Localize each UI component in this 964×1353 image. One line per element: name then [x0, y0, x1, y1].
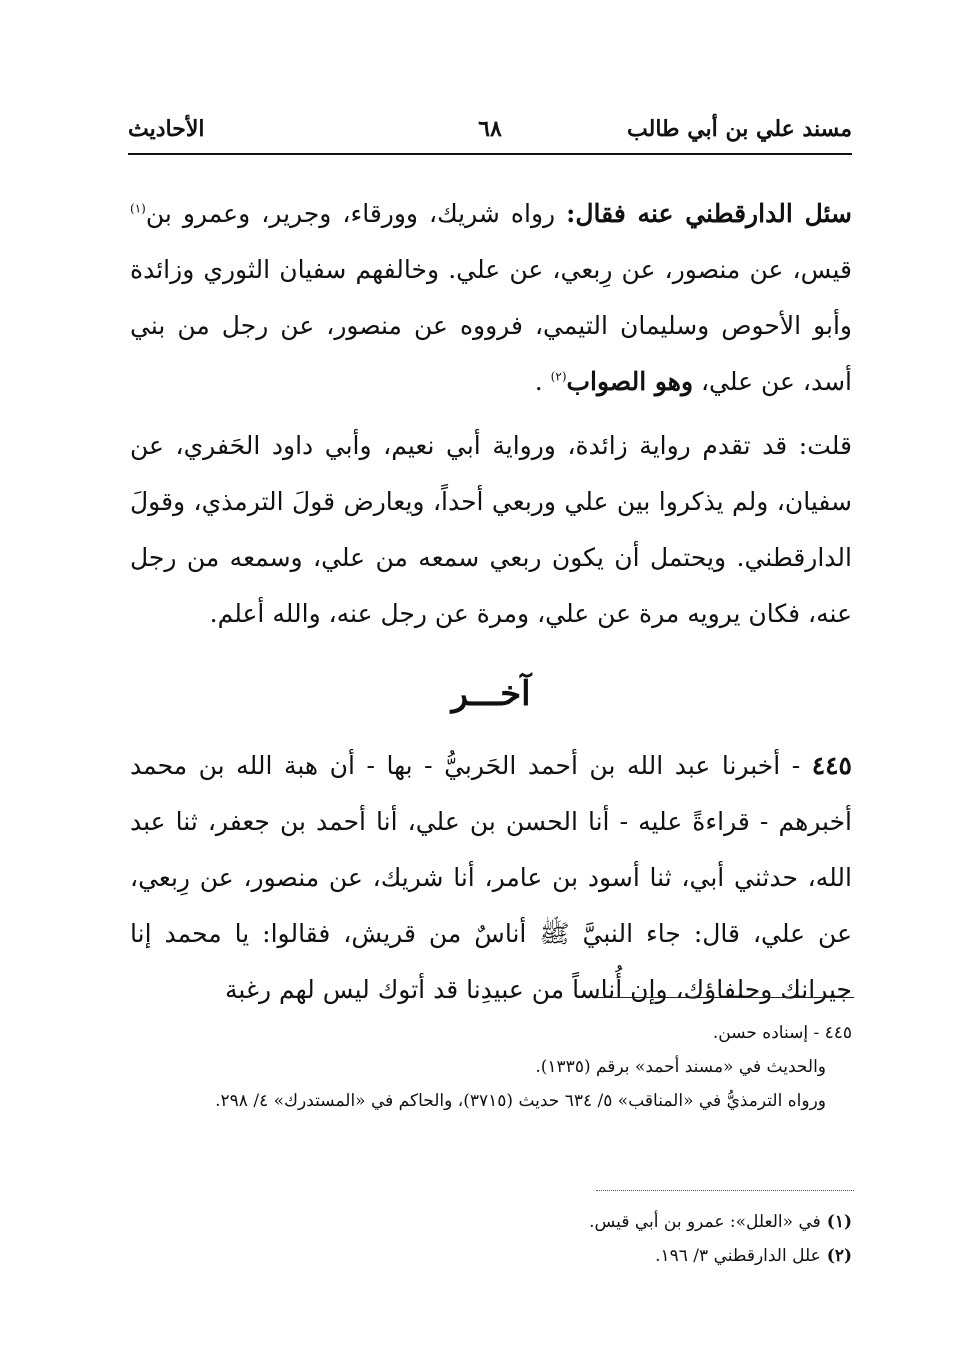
footnote-marker-1: (١): [130, 201, 146, 216]
footnote-text: في «العلل»: عمرو بن أبي قيس.: [589, 1212, 821, 1232]
footnotes: [130, 1205, 852, 1273]
section-title: آخـــر: [451, 674, 531, 714]
notes-rule: [596, 997, 854, 998]
book-title: مسند علي بن أبي طالب: [627, 116, 852, 142]
paragraph-strong: وهو الصواب: [566, 367, 694, 396]
footnote-item: [130, 1239, 852, 1273]
footnote-marker-2: (٢): [550, 369, 567, 384]
footnotes-rule: [596, 1190, 854, 1191]
main-text: [130, 186, 852, 1026]
footnote-number: (١): [826, 1212, 852, 1232]
footnote-text: علل الدارقطني ٣/ ١٩٦.: [655, 1246, 821, 1266]
note-line: والحديث في «مسند أحمد» برقم (١٣٣٥).: [535, 1057, 826, 1077]
header-rule: [128, 153, 852, 155]
footnote-number: (٢): [826, 1246, 852, 1266]
paragraph-commentary: قلت: قد تقدم رواية زائدة، ورواية أبي نعيم، وأبي داود الحَفري، عن سفيان، ولم يذكروا بين علي وربعي أحداً، ويعارض قولَ الترمذي، وقولَ الدارقطني. ويحتمل أن يكون ربعي سمعه من علي، وسمعه من رجل عنه، فكان يرويه مرة عن علي، ومرة عن رجل عنه، والله أعلم.: [130, 431, 852, 628]
paragraph-lead: سئل الدارقطني عنه فقال:: [566, 199, 852, 228]
paragraph-text: قيس، عن منصور، عن رِبعي، عن علي. وخالفهم سفيان الثوري وزائدة وأبو الأحوص وسليمان التيمي، فرووه عن منصور، عن رجل من بني أسد، عن علي،: [130, 255, 852, 396]
hadith-445: [130, 738, 852, 1018]
paragraph-text: رواه شريك، وورقاء، وجرير، وعمرو بن: [145, 199, 567, 228]
hadith-number: ٤٤٥: [811, 751, 852, 780]
note-line: ورواه الترمذيُّ في «المناقب» ٥/ ٦٣٤ حديث (٣٧١٥)، والحاكم في «المستدرك» ٤/ ٢٩٨.: [215, 1091, 826, 1111]
page-number: ٦٨: [478, 116, 502, 142]
footnote-item: [130, 1205, 852, 1239]
note-line: ٤٤٥ - إسناده حسن.: [712, 1023, 852, 1043]
section-name: الأحاديث: [128, 116, 205, 142]
paragraph-end: .: [534, 367, 551, 396]
running-header: [128, 108, 852, 154]
paragraph-daraqutni: [130, 186, 852, 410]
hadith-notes: [130, 1016, 852, 1118]
hadith-text: - أخبرنا عبد الله بن أحمد الحَربيُّ - بها - أن هبة الله بن محمد أخبرهم - قراءةً عليه - أنا الحسن بن علي، أنا أحمد بن جعفر، ثنا عبد الله، حدثني أبي، ثنا أسود بن عامر، أنا شريك، عن منصور، عن رِبعي، عن علي، قال: جاء النبيَّ ﷺ أناسٌ من قريش، فقالوا: يا محمد إنا جيرانك وحلفاؤك، وإن أُناساً من عبيدِنا قد أتوك ليس لهم رغبة: [130, 751, 852, 1004]
